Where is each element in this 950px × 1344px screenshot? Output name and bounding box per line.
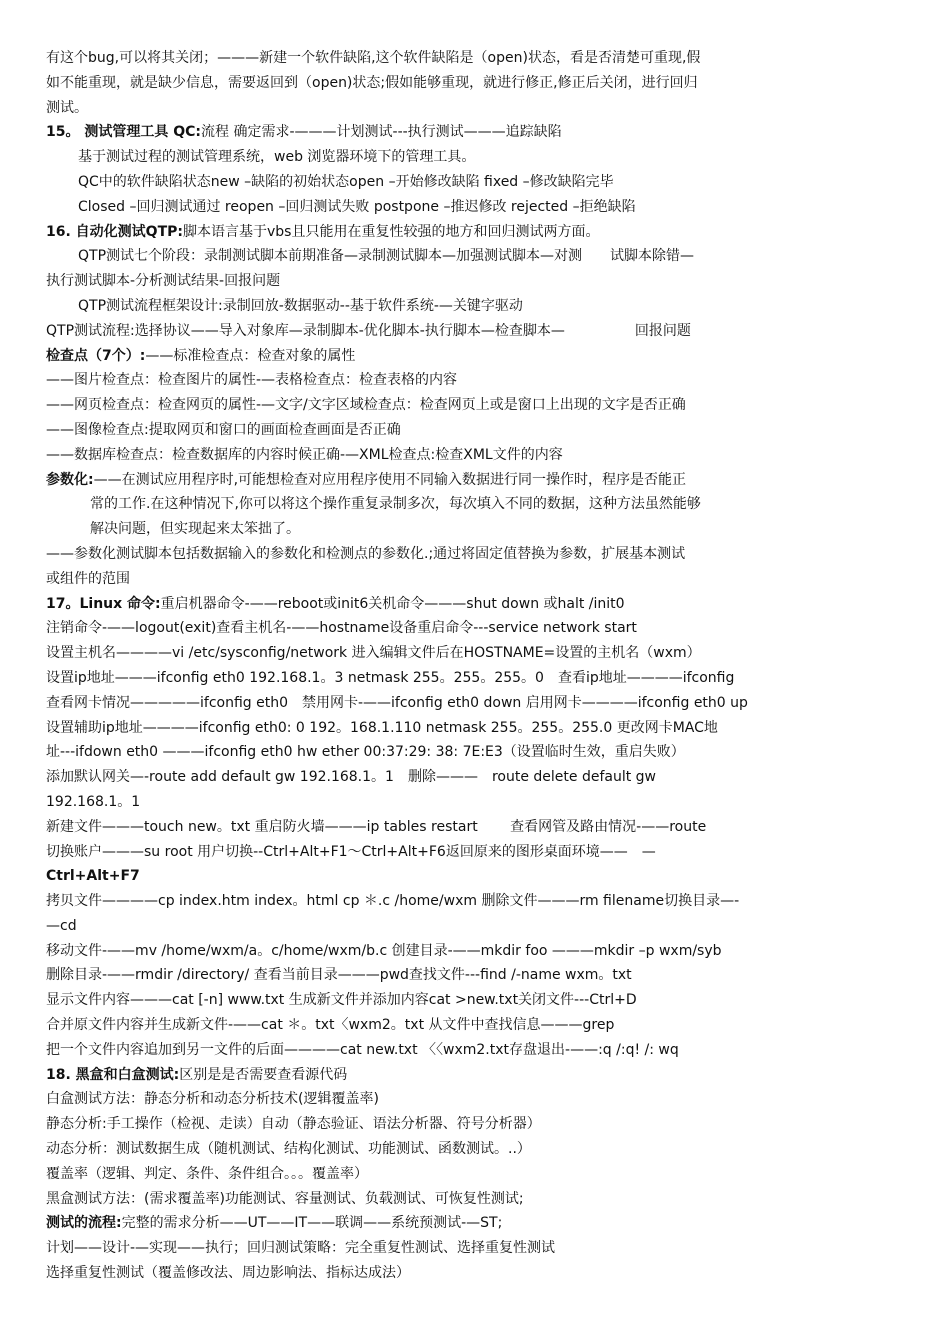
text-line: [46, 716, 906, 741]
line-text: 注销命令-——logout(exit)查看主机名-——hostname设备重启命令---service network start: [46, 620, 637, 637]
section-heading: 参数化:: [46, 471, 94, 488]
text-line: [46, 195, 906, 220]
line-text: Ctrl+Alt+F7: [46, 868, 140, 885]
line-text: Closed –回归测试通过 reopen –回归测试失败 postpone –推迟修改 rejected –拒绝缺陷: [78, 198, 636, 215]
line-text: 基于测试过程的测试管理系统，web 浏览器环境下的管理工具。: [78, 149, 476, 166]
line-text: 动态分析：测试数据生成（随机测试、结构化测试、功能测试、函数测试。..）: [46, 1141, 531, 1158]
text-line: [46, 1112, 906, 1137]
text-line: [46, 1211, 906, 1236]
text-line: [46, 765, 906, 790]
line-text: 查看网卡情况—————ifconfig eth0 禁用网卡-——ifconfig eth0 down 启用网卡————ifconfig eth0 up: [46, 694, 748, 711]
text-line: [46, 1087, 906, 1112]
line-text: 脚本语言基于vbs且只能用在重复性较强的地方和回归测试两方面。: [183, 223, 600, 240]
line-text: 有这个bug,可以将其关闭；———新建一个软件缺陷,这个软件缺陷是（open)状态，看是否清楚可重现,假: [46, 50, 701, 66]
line-text: 拷贝文件————cp index.htm index。html cp ＊.c /home/wxm 删除文件———rm filename切换目录—-: [46, 893, 740, 910]
line-text: 址---ifdown eth0 ———ifconfig eth0 hw ether 00:37:29: 38: 7E:E3（设置临时生效，重启失败）: [46, 744, 685, 761]
line-text: 选择重复性测试（覆盖修改法、周边影响法、指标达成法）: [46, 1265, 410, 1282]
line-text: 显示文件内容———cat [-n] www.txt 生成新文件并添加内容cat >new.txt关闭文件---Ctrl+D: [46, 992, 637, 1009]
section-heading: 15。 测试管理工具 QC:: [46, 124, 202, 141]
text-line: [46, 939, 906, 964]
line-text: 完整的需求分析——UT——IT——联调——系统预测试-—ST;: [121, 1215, 503, 1232]
text-line: [46, 443, 906, 468]
line-text: 执行测试脚本-分析测试结果-回报问题: [46, 273, 281, 290]
line-text: 新建文件———touch new。txt 重启防火墙———ip tables restart 查看网管及路由情况-——route: [46, 818, 707, 835]
line-text: ——网页检查点：检查网页的属性-—文字/文字区域检查点：检查网页上或是窗口上出现的文字是否正确: [46, 397, 686, 414]
line-text: 计划——设计-—实现——执行；回归测试策略：完全重复性测试、选择重复性测试: [46, 1240, 556, 1257]
line-text: 常的工作.在这种情况下,你可以将这个操作重复录制多次，每次填入不同的数据，这种方法虽然能够: [90, 496, 701, 513]
line-text: 设置辅助ip地址————ifconfig eth0: 0 192。168.1.110 netmask 255。255。255.0 更改网卡MAC地: [46, 719, 718, 736]
line-text: 覆盖率（逻辑、判定、条件、条件组合。。。覆盖率）: [46, 1165, 368, 1182]
text-line: [46, 492, 906, 517]
line-text: QTP测试流程:选择协议——导入对象库—录制脚本-优化脚本-执行脚本—检查脚本— 回报问题: [46, 322, 691, 339]
line-text: QTP测试七个阶段：录制测试脚本前期准备—录制测试脚本—加强测试脚本—对测 试脚本除错—: [78, 248, 695, 265]
line-text: 区别是是否需要查看源代码: [179, 1066, 348, 1083]
line-text: 移动文件-——mv /home/wxm/a。c/home/wxm/b.c 创建目录-——mkdir foo ———mkdir –p wxm/syb: [46, 942, 722, 959]
line-text: 切换账户———su root 用户切换--Ctrl+Alt+F1～Ctrl+Alt+F6返回原来的图形桌面环境—— —: [46, 843, 656, 860]
text-line: [46, 840, 906, 865]
text-line: [46, 145, 906, 170]
text-line: [46, 393, 906, 418]
text-line: [46, 616, 906, 641]
section-heading: 16. 自动化测试QTP:: [46, 223, 183, 240]
line-text: 或组件的范围: [46, 570, 130, 587]
line-text: 合并原文件内容并生成新文件-——cat ＊。txt〈wxm2。txt 从文件中查找信息———grep: [46, 1017, 615, 1034]
line-text: 静态分析:手工操作（检视、走读）自动（静态验证、语法分析器、符号分析器）: [46, 1116, 541, 1133]
text-line: [46, 1162, 906, 1187]
text-line: [46, 220, 906, 245]
line-text: 192.168.1。1: [46, 793, 141, 810]
line-text: 设置ip地址———ifconfig eth0 192.168.1。3 netmask 255。255。255。0 查看ip地址————ifconfig: [46, 669, 735, 686]
text-line: [46, 96, 906, 121]
line-text: 删除目录-——rmdir /directory/ 查看当前目录———pwd查找文件---find /-name wxm。txt: [46, 967, 632, 984]
text-line: [46, 889, 906, 914]
line-text: 黑盒测试方法：(需求覆盖率)功能测试、容量测试、负载测试、可恢复性测试;: [46, 1190, 524, 1207]
text-line: [46, 592, 906, 617]
section-heading: 检查点（7个）:: [46, 347, 146, 364]
text-line: [46, 269, 906, 294]
text-line: [46, 1187, 906, 1212]
line-text: 重启机器命令-——reboot或init6关机命令———shut down 或halt /init0: [160, 595, 625, 612]
line-text: ——图像检查点:提取网页和窗口的画面检查画面是否正确: [46, 421, 401, 438]
section-heading: 17。Linux 命令:: [46, 595, 161, 612]
text-line: [46, 1063, 906, 1088]
line-text: QC中的软件缺陷状态new –缺陷的初始状态open –开始修改缺陷 fixed –修改缺陷完毕: [78, 173, 614, 190]
line-text: 如不能重现，就是缺少信息，需要返回到（open)状态;假如能够重现，就进行修正,修正后关闭，进行回归: [46, 74, 698, 91]
text-line: [46, 790, 906, 815]
section-heading: 18. 黑盒和白盒测试:: [46, 1066, 180, 1083]
line-text: 白盒测试方法：静态分析和动态分析技术(逻辑覆盖率): [46, 1091, 379, 1108]
text-line: [46, 641, 906, 666]
text-line: [46, 120, 906, 145]
text-line: [46, 1236, 906, 1261]
text-line: [46, 988, 906, 1013]
line-text: ——参数化测试脚本包括数据输入的参数化和检测点的参数化.;通过将固定值替换为参数，扩展基本测试: [46, 545, 686, 562]
text-line: [46, 344, 906, 369]
text-line: [46, 691, 906, 716]
text-line: [46, 468, 906, 493]
text-line: [46, 666, 906, 691]
text-line: [46, 1013, 906, 1038]
text-line: [46, 1038, 906, 1063]
text-line: [46, 418, 906, 443]
line-text: ——数据库检查点：检查数据库的内容时候正确-—XML检查点:检查XML文件的内容: [46, 446, 563, 463]
text-line: [46, 368, 906, 393]
text-line: [46, 1261, 906, 1286]
line-text: 流程 确定需求-———计划测试---执行测试———追踪缺陷: [201, 124, 562, 141]
section-heading: 测试的流程:: [46, 1215, 122, 1232]
text-line: [46, 517, 906, 542]
text-line: [46, 567, 906, 592]
line-text: ——在测试应用程序时,可能想检查对应用程序使用不同输入数据进行同一操作时，程序是否能正: [93, 471, 687, 488]
text-line: [46, 71, 906, 96]
text-line: [46, 740, 906, 765]
text-line: [46, 294, 906, 319]
line-text: ——标准检查点：检查对象的属性: [145, 347, 356, 364]
line-text: QTP测试流程框架设计:录制回放-数据驱动--基于软件系统-—关键字驱动: [78, 297, 523, 314]
line-text: 把一个文件内容追加到另一文件的后面————cat new.txt 〈〈wxm2.txt存盘退出-——:q /:q! /: wq: [46, 1041, 679, 1058]
text-line: [46, 815, 906, 840]
document-body: [46, 46, 906, 1286]
line-text: 设置主机名————vi /etc/sysconfig/network 进入编辑文件后在HOSTNAME=设置的主机名（wxm）: [46, 645, 701, 662]
line-text: 添加默认网关—-route add default gw 192.168.1。1 删除——— route delete default gw: [46, 769, 656, 786]
text-line: [46, 1137, 906, 1162]
line-text: 解决问题，但实现起来太笨拙了。: [90, 521, 300, 538]
text-line: [46, 864, 906, 889]
text-line: [46, 963, 906, 988]
text-line: [46, 319, 906, 344]
text-line: [46, 542, 906, 567]
line-text: ——图片检查点：检查图片的属性-—表格检查点：检查表格的内容: [46, 372, 458, 389]
text-line: [46, 244, 906, 269]
text-line: [46, 914, 906, 939]
text-line: [46, 170, 906, 195]
line-text: 测试。: [46, 99, 88, 116]
text-line: [46, 46, 906, 71]
line-text: —cd: [46, 917, 77, 934]
